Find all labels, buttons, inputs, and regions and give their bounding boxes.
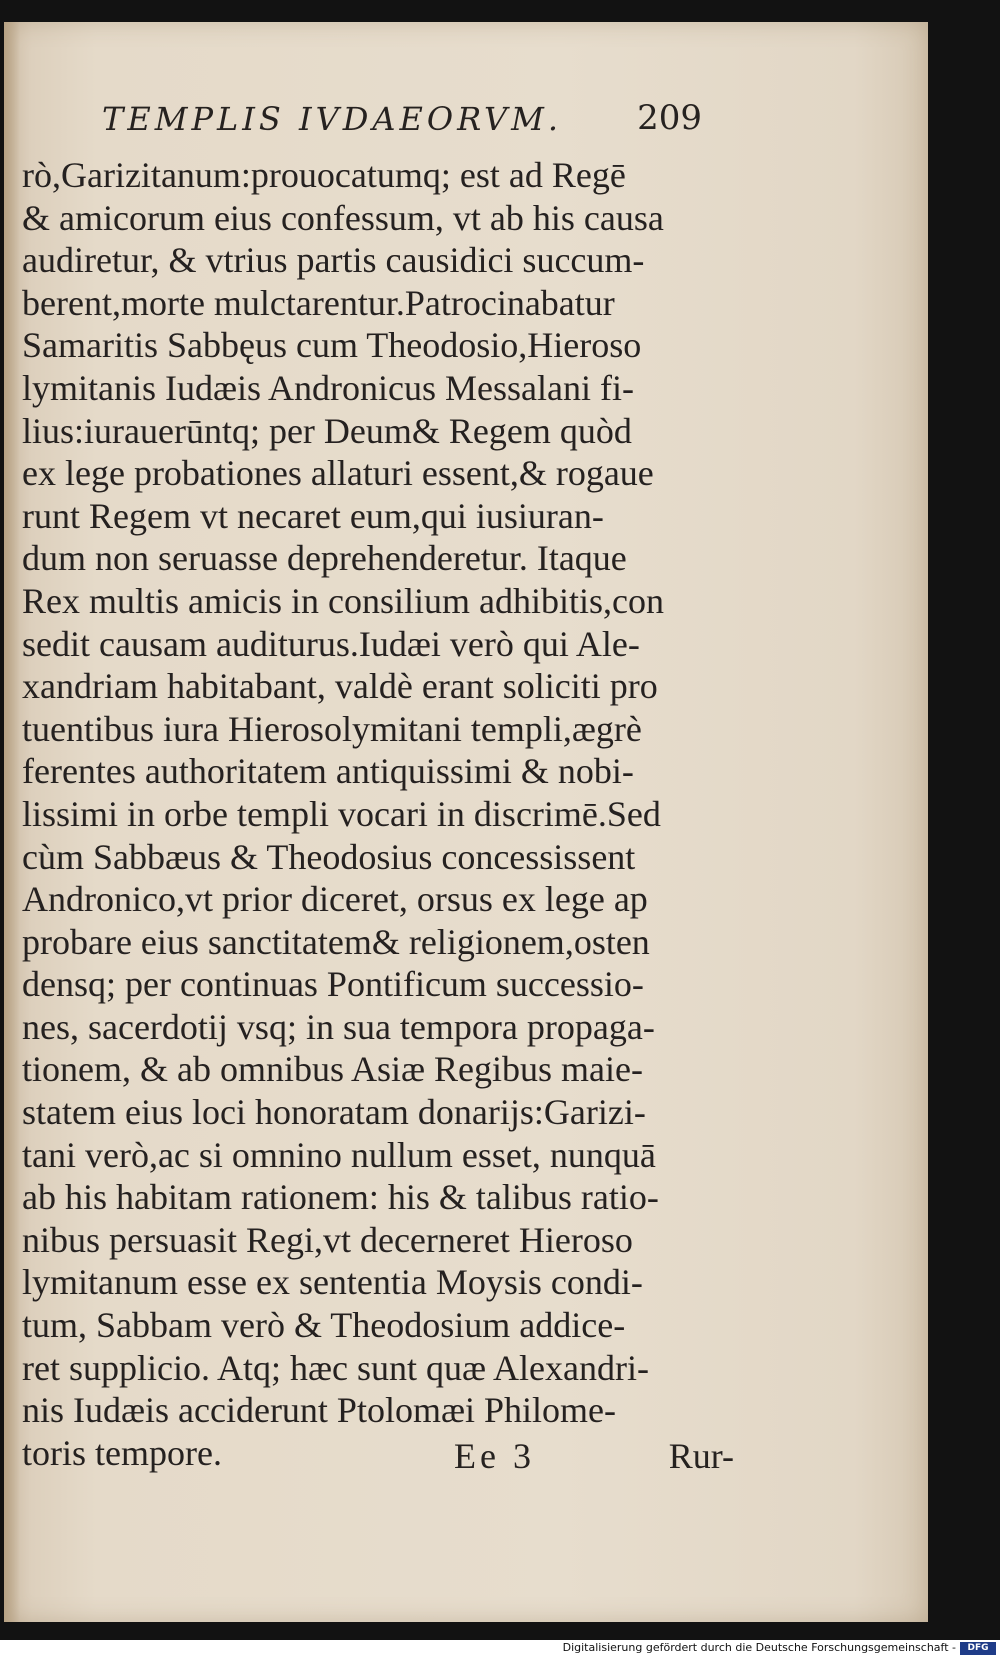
text-line: Andronico,vt prior diceret, orsus ex lege ap	[22, 879, 648, 920]
dfg-logo: DFG	[960, 1642, 996, 1655]
text-line: audiretur, & vtrius partis causidici succum-	[22, 240, 645, 281]
text-line: cùm Sabbæus & Theodosius concessissent	[22, 836, 636, 877]
text-line: lissimi in orbe templi vocari in discrimē.Sed	[22, 793, 661, 834]
text-line: lius:iurauerūntq; per Deum& Regem quòd	[22, 410, 632, 451]
text-line: & amicorum eius confessum, vt ab his causa	[22, 197, 664, 238]
funding-note: Digitalisierung gefördert durch die Deutsche Forschungsgemeinschaft -	[562, 1641, 956, 1654]
body-text	[22, 154, 722, 1474]
page-number: 209	[637, 98, 702, 138]
text-line: ex lege probationes allaturi essent,& rogaue	[22, 453, 654, 494]
text-line: berent,morte mulctarentur.Patrocinabatur	[22, 282, 615, 323]
catchline	[454, 1435, 734, 1485]
catchword: Rur-	[668, 1436, 734, 1476]
text-line: nis Iudæis acciderunt Ptolomæi Philome-	[22, 1390, 616, 1431]
text-line: densq; per continuas Pontificum successio-	[22, 964, 644, 1005]
text-line: Rex multis amicis in consilium adhibitis,con	[22, 580, 664, 621]
text-line: lymitanis Iudæis Andronicus Messalani fi-	[22, 367, 634, 408]
text-line: tuentibus iura Hierosolymitani templi,ægrè	[22, 708, 642, 749]
text-line: runt Regem vt necaret eum,qui iusiuran-	[22, 495, 604, 536]
text-line: nibus persuasit Regi,vt decerneret Hieroso	[22, 1219, 633, 1260]
text-line: ret supplicio. Atq; hæc sunt quæ Alexandri-	[22, 1347, 649, 1388]
text-line: tani verò,ac si omnino nullum esset, nunquā	[22, 1134, 656, 1175]
text-line: rò,Garizitanum:prouocatumq; est ad Regē	[22, 155, 626, 195]
footer-bar	[0, 1640, 1000, 1658]
text-line: statem eius loci honoratam donarijs:Garizi-	[22, 1092, 646, 1133]
text-line: ab his habitam rationem: his & talibus ratio-	[22, 1177, 659, 1218]
text-line: ferentes authoritatem antiquissimi & nobi-	[22, 751, 634, 792]
text-line: sedit causam auditurus.Iudæi verò qui Ale-	[22, 623, 640, 664]
text-line: Samaritis Sabbęus cum Theodosio,Hieroso	[22, 325, 642, 366]
signature-mark: Ee 3	[454, 1436, 535, 1476]
book-page	[4, 22, 928, 1622]
text-line: lymitanum esse ex sententia Moysis condi-	[22, 1262, 643, 1303]
page-header	[102, 90, 702, 146]
text-line: tum, Sabbam verò & Theodosium addice-	[22, 1305, 626, 1346]
text-line: dum non seruasse deprehenderetur. Itaque	[22, 538, 627, 579]
text-line: toris tempore.	[22, 1432, 222, 1473]
text-line: probare eius sanctitatem& religionem,osten	[22, 921, 650, 962]
text-line: nes, sacerdotij vsq; in sua tempora propaga-	[22, 1006, 655, 1047]
running-title: TEMPLIS IVDAEORVM.	[102, 100, 563, 138]
text-line: tionem, & ab omnibus Asiæ Regibus maie-	[22, 1049, 643, 1090]
text-line: xandriam habitabant, valdè erant soliciti pro	[22, 666, 658, 707]
